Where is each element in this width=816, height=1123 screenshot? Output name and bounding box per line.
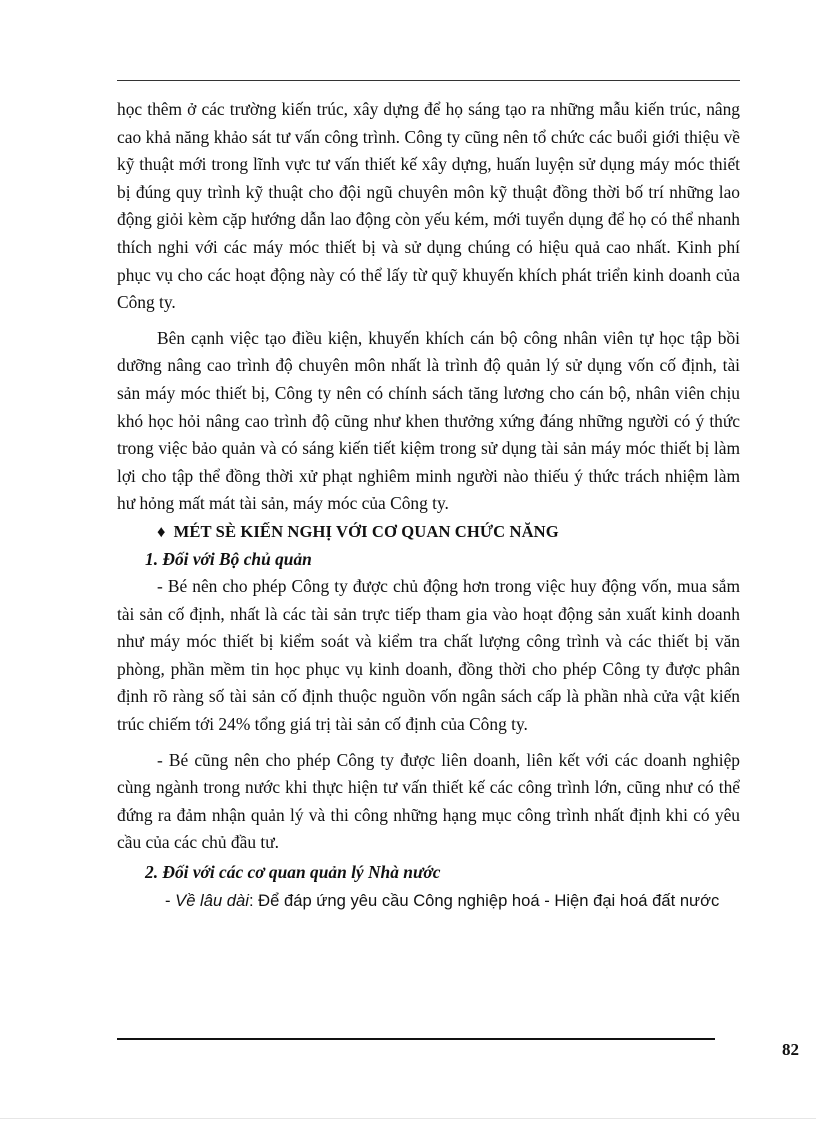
- recommendation-item: - Bé cũng nên cho phép Công ty được liên doanh, liên kết với các doanh nghiệp cùng ngành trong nước khi thực hiện tư vấn thiết kế các công trình lớn, cũng như có thể đứng ra đảm nhận quản lý và thi công những hạng mục công trình nhất định khi có yêu cầu của các chủ đầu tư.: [117, 749, 740, 853]
- line-prefix: -: [165, 890, 176, 910]
- page-edge-line: [0, 1118, 816, 1119]
- line-rest: : Để đáp ứng yêu cầu Công nghiệp hoá - Hiện đại hoá đất nước: [248, 890, 720, 910]
- recommendation-item: - Bé nên cho phép Công ty được chủ động hơn trong việc huy động vốn, mua sắm tài sản cố định, nhất là các tài sản trực tiếp tham gia vào hoạt động sản xuất kinh doanh như máy móc thiết bị kiểm soát và kiểm tra chất lượng công trình và các thiết bị văn phòng, phần mềm tin học phục vụ kinh doanh, đồng thời cho phép Công ty được phân định rõ ràng số tài sản cố định thuộc nguồn vốn ngân sách cấp là phần nhà cửa vật kiến trúc chiếm tới 24% tổng giá trị tài sản cố định của Công ty.: [117, 576, 740, 735]
- subheading-state-agencies: 2. Đối với các cơ quan quản lý Nhà nước: [145, 862, 441, 883]
- footer-rule: [117, 1038, 715, 1040]
- section-heading: [117, 518, 740, 546]
- section-heading-text: MÉT SÈ KIẾN NGHỊ VỚI CƠ QUAN CHỨC NĂNG: [173, 521, 559, 541]
- paragraph-2: Bên cạnh việc tạo điều kiện, khuyến khích cán bộ công nhân viên tự học tập bồi dưỡng nâng cao trình độ chuyên môn nhất là trình độ quản lý sử dụng vốn cố định, tài sản máy móc thiết bị, Công ty nên có chính sách tăng lương cho cán bộ, nhân viên chịu khó học hỏi nâng cao trình độ cũng như khen thưởng xứng đáng những người có ý thức trong việc bảo quản và có sáng kiến tiết kiệm trong sử dụng tài sản máy móc thiết bị làm lợi cho tập thể đồng thời xử phạt nghiêm minh người nào thiếu ý thức trách nhiệm làm hư hỏng mất mát tài sản, máy móc của Công ty.: [117, 327, 740, 514]
- recommendation-line: [117, 887, 740, 915]
- diamond-bullet-icon: ♦: [157, 521, 166, 541]
- page-content: [117, 96, 740, 914]
- header-rule: [117, 80, 740, 81]
- line-italic: Về lâu dài: [175, 890, 249, 910]
- page-number: 82: [782, 1040, 799, 1059]
- subheading-ministry: 1. Đối với Bộ chủ quản: [145, 548, 312, 569]
- paragraph-1: học thêm ở các trường kiến trúc, xây dựng để họ sáng tạo ra những mẫu kiến trúc, nâng cao khả năng khảo sát tư vấn công trình. Công ty cũng nên tổ chức các buổi giới thiệu về kỹ thuật mới trong lĩnh vực tư vấn thiết kế xây dựng, huấn luyện sử dụng máy móc thiết bị đúng quy trình kỹ thuật cho đội ngũ chuyên môn kỹ thuật đồng thời bố trí những lao động giỏi kèm cặp hướng dẫn lao động còn yếu kém, mới tuyển dụng để họ có thể nhanh thích nghi với các máy móc thiết bị và sử dụng chúng có hiệu quả cao nhất. Kinh phí phục vụ cho các hoạt động này có thể lấy từ quỹ khuyến khích phát triển kinh doanh của Công ty.: [117, 99, 740, 313]
